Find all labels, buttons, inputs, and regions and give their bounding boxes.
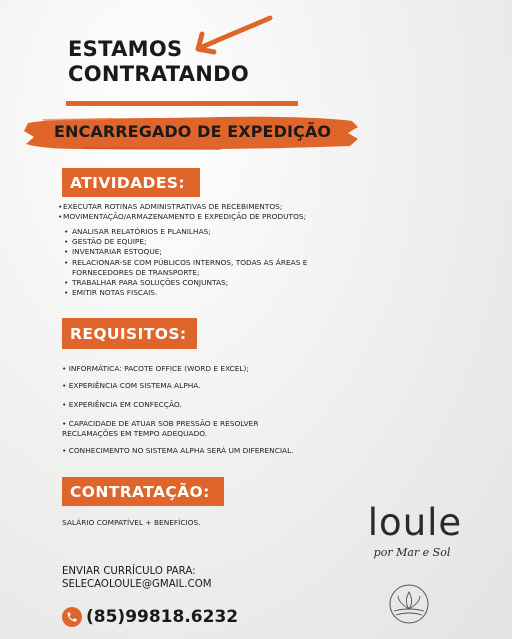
list-item: • MOVIMENTAÇÃO/ARMAZENAMENTO E EXPEDIÇÃO DE PRODUTOS; <box>58 212 358 222</box>
arrow-icon <box>192 14 274 58</box>
hero-title-line-2: CONTRATANDO <box>68 62 250 86</box>
requirement-item: • CAPACIDADE DE ATUAR SOB PRESSÃO E RESOLVER RECLAMAÇÕES EM TEMPO ADEQUADO. <box>62 419 259 438</box>
brand-logo-tagline: por Mar e Sol <box>373 546 451 559</box>
section-header-atividades: ATIVIDADES: <box>62 168 200 197</box>
list-item: • RELACIONAR-SE COM PÚBLICOS INTERNOS, TODAS AS ÁREAS E FORNECEDORES DE TRANSPORTE; <box>64 258 354 278</box>
phone-row <box>62 604 238 630</box>
list-item: • INVENTARIAR ESTOQUE; <box>64 247 354 257</box>
requirement-item: • CONHECIMENTO NO SISTEMA ALPHA SERÁ UM DIFERENCIAL. <box>62 446 294 455</box>
job-title: ENCARREGADO DE EXPEDIÇÃO <box>54 122 332 141</box>
section-header-requisitos: REQUISITOS: <box>62 318 197 349</box>
send-resume-label: ENVIAR CURRÍCULO PARA: <box>62 566 196 577</box>
list-item: • TRABALHAR PARA SOLUÇÕES CONJUNTAS; <box>64 278 354 288</box>
title-underline <box>66 101 298 106</box>
activities-sub-list <box>64 227 354 298</box>
requirement-item: • EXPERIÊNCIA COM SISTEMA ALPHA. <box>62 381 201 390</box>
activities-main-list <box>58 202 358 222</box>
phone-icon <box>62 607 82 627</box>
phone-number: (85)99818.6232 <box>86 607 239 627</box>
brand-emblem-icon <box>388 583 430 625</box>
salary-text: SALÁRIO COMPATÍVEL + BENEFÍCIOS. <box>62 518 201 527</box>
send-resume-text <box>62 565 282 591</box>
list-item: • EMITIR NOTAS FISCAIS. <box>64 288 354 298</box>
section-header-contratacao: CONTRATAÇÃO: <box>62 477 224 506</box>
email-address: SELECAOLOULE@GMAIL.COM <box>62 579 212 590</box>
hero-title-line-1: ESTAMOS <box>68 37 183 61</box>
list-item: • EXECUTAR ROTINAS ADMINISTRATIVAS DE RECEBIMENTOS; <box>58 202 358 212</box>
brand-logo-wordmark: loule <box>367 501 463 544</box>
list-item: • GESTÃO DE EQUIPE; <box>64 237 354 247</box>
requirement-item: • INFORMÁTICA: PACOTE OFFICE (WORD E EXCEL); <box>62 364 249 373</box>
list-item: • ANALISAR RELATÓRIOS E PLANILHAS; <box>64 227 354 237</box>
requirement-item: • EXPERIÊNCIA EM CONFECÇÃO. <box>62 400 182 409</box>
